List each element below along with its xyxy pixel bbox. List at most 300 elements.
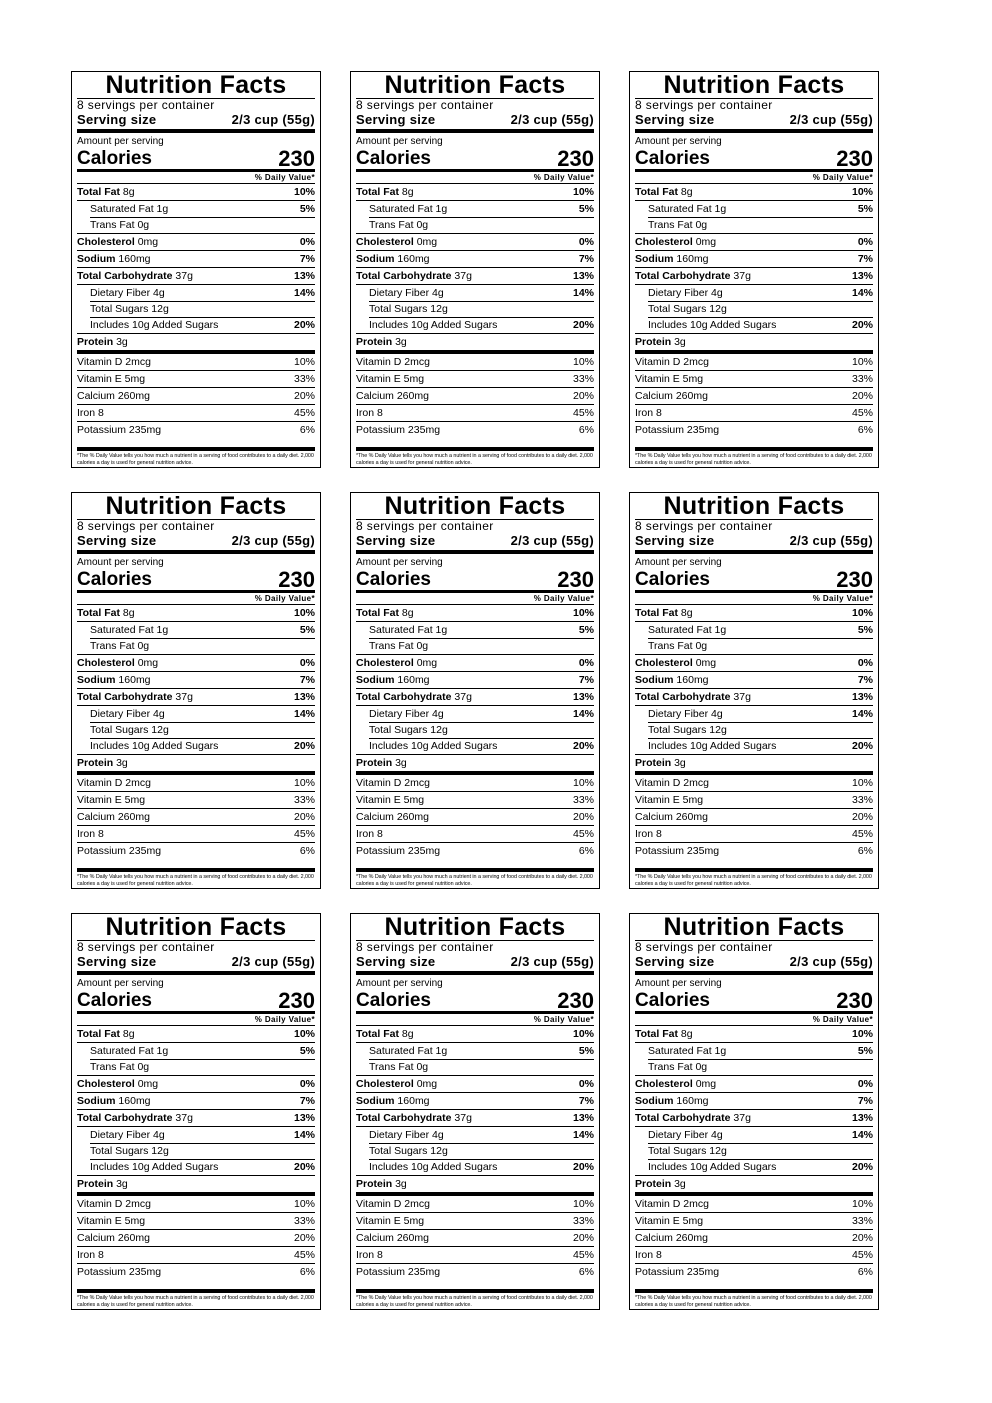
nutrient-row [356,1143,594,1159]
nutrient-amount: 8g [680,607,693,619]
nutrient-amount: 0mg [137,657,159,669]
nutrient-name [77,1076,158,1092]
vitamin-name: Vitamin D 2mcg [635,1198,709,1210]
nutrient-name [635,1110,751,1126]
vitamin-row [356,421,594,438]
vitamin-row [356,1196,594,1212]
label-title: Nutrition Facts [105,492,287,520]
calories-value: 230 [557,567,594,592]
nutrient-bold-name: Protein [635,757,672,769]
nutrient-amount: Includes 10g Added Sugars [90,319,219,331]
nutrient-name [635,605,693,621]
nutrient-name [635,1043,726,1059]
vitamin-daily-value: 10% [851,777,873,789]
nutrient-daily-value: 5% [299,203,315,215]
vitamin-row [635,842,873,859]
vitamin-daily-value: 33% [572,373,594,385]
daily-value-header: % Daily Value* [254,173,315,182]
nutrient-amount: 37g [175,270,193,282]
vitamin-name: Vitamin D 2mcg [77,356,151,368]
nutrient-name [77,285,165,301]
nutrient-daily-value: 5% [857,203,873,215]
serving-size-label: Serving size [635,954,715,969]
daily-value-header: % Daily Value* [812,1015,873,1024]
daily-value-header: % Daily Value* [533,1015,594,1024]
vitamin-name: Calcium 260mg [77,811,150,823]
nutrient-daily-value: 14% [572,287,594,299]
nutrient-row [356,722,594,738]
calories-value: 230 [278,988,315,1013]
nutrient-row [356,233,594,250]
nutrient-daily-value: 5% [857,1045,873,1057]
serving-size-label: Serving size [356,533,436,548]
nutrient-daily-value: 13% [851,1112,873,1124]
nutrient-name [77,334,128,350]
nutrient-daily-value: 5% [578,1045,594,1057]
nutrition-facts-label [71,492,321,889]
nutrient-amount: 3g [395,336,407,348]
vitamin-name: Iron 8 [635,407,662,419]
vitamin-row [77,775,315,791]
nutrient-row [77,654,315,671]
nutrient-amount: 160mg [118,1095,151,1107]
nutrient-amount: 37g [175,1112,193,1124]
nutrient-row [635,200,873,217]
vitamin-daily-value: 10% [851,356,873,368]
nutrient-daily-value: 10% [851,607,873,619]
nutrient-amount: 0mg [695,236,717,248]
serving-size-value: 2/3 cup (55g) [510,533,594,548]
nutrient-row [635,722,873,738]
calories-row [77,147,315,169]
vitamin-daily-value: 6% [578,845,594,857]
nutrient-amount: Saturated Fat 1g [369,624,448,636]
daily-value-header: % Daily Value* [254,1015,315,1024]
vitamin-list [356,1196,594,1280]
amount-per-serving: Amount per serving [356,557,443,568]
nutrient-row [77,233,315,250]
nutrient-daily-value: 7% [857,253,873,265]
nutrient-daily-value: 14% [851,287,873,299]
amount-per-serving: Amount per serving [77,978,164,989]
label-title: Nutrition Facts [663,492,845,520]
nutrient-daily-value: 20% [293,1161,315,1173]
nutrient-daily-value: 10% [851,186,873,198]
nutrient-name [635,1093,709,1109]
nutrient-name [635,184,693,200]
vitamin-daily-value: 6% [578,424,594,436]
nutrient-amount: Dietary Fiber 4g [648,1129,723,1141]
nutrient-amount: Trans Fat 0g [90,219,150,231]
daily-value-header: % Daily Value* [812,173,873,182]
vitamin-daily-value: 10% [572,1198,594,1210]
nutrient-row [635,1092,873,1109]
nutrient-daily-value: 10% [572,1028,594,1040]
nutrient-daily-value: 20% [851,740,873,752]
nutrient-row [635,333,873,350]
nutrient-bold-name: Sodium [356,253,395,265]
label-title: Nutrition Facts [663,913,845,941]
nutrient-name [77,689,193,705]
nutrient-daily-value: 0% [578,657,594,669]
calories-value: 230 [557,146,594,171]
nutrient-amount: 8g [401,607,414,619]
nutrient-daily-value: 13% [293,270,315,282]
nutrient-bold-name: Total Fat [635,607,678,619]
nutrient-amount: 8g [680,186,693,198]
nutrient-row [356,1025,594,1042]
amount-per-serving: Amount per serving [635,557,722,568]
vitamin-name: Calcium 260mg [635,1232,708,1244]
nutrient-name [356,268,472,284]
serving-size-label: Serving size [635,112,715,127]
vitamin-name: Vitamin E 5mg [356,373,425,385]
nutrient-bold-name: Total Carbohydrate [635,270,731,282]
nutrient-amount: 3g [395,1178,407,1190]
nutrient-row [77,1143,315,1159]
nutrient-daily-value: 20% [572,1161,594,1173]
nutrient-row [635,1059,873,1075]
nutrient-daily-value: 7% [578,253,594,265]
amount-per-serving: Amount per serving [356,978,443,989]
nutrient-amount: Includes 10g Added Sugars [369,740,498,752]
nutrient-row [635,1159,873,1175]
nutrient-name [77,1127,165,1143]
nutrient-row [356,705,594,722]
nutrient-bold-name: Cholesterol [77,1078,135,1090]
nutrient-bold-name: Cholesterol [635,1078,693,1090]
nutrient-amount: Dietary Fiber 4g [369,1129,444,1141]
nutrient-row [77,621,315,638]
daily-value-header: % Daily Value* [254,594,315,603]
nutrient-row [77,250,315,267]
nutrient-name [77,622,168,638]
nutrient-daily-value: 13% [572,270,594,282]
vitamin-daily-value: 45% [851,1249,873,1261]
nutrient-amount: Trans Fat 0g [648,219,708,231]
nutrient-row [77,1025,315,1042]
nutrient-name [77,201,168,217]
footnote: *The % Daily Value tells you how much a nutrient in a serving of food contributes to a daily diet. 2,000 calories a day is used for general nutrition advice. [77,453,314,466]
servings-per-container: 8 servings per container [77,940,215,954]
nutrient-name [77,251,151,267]
nutrient-name [635,1127,723,1143]
calories-value: 230 [836,567,873,592]
vitamin-row [635,1263,873,1280]
nutrient-name [77,755,128,771]
nutrient-name [356,1110,472,1126]
nutrient-row [356,250,594,267]
nutrient-name [77,234,158,250]
nutrient-row [635,638,873,654]
vitamin-row [356,404,594,421]
vitamin-daily-value: 10% [293,777,315,789]
vitamin-list [635,354,873,438]
nutrient-daily-value: 7% [578,674,594,686]
nutrient-name [77,722,169,738]
nutrient-amount: 3g [116,1178,128,1190]
nutrient-amount: 3g [116,757,128,769]
vitamin-name: Potassium 235mg [77,424,162,436]
nutrient-name [77,1110,193,1126]
nutrient-bold-name: Total Fat [356,1028,399,1040]
nutrient-row [77,217,315,233]
vitamin-name: Iron 8 [635,828,662,840]
nutrient-bold-name: Total Fat [356,607,399,619]
nutrient-row [356,1109,594,1126]
nutrient-daily-value: 0% [299,236,315,248]
vitamin-row [635,1246,873,1263]
vitamin-list [356,354,594,438]
calories-row [77,568,315,590]
footnote: *The % Daily Value tells you how much a nutrient in a serving of food contributes to a daily diet. 2,000 calories a day is used for general nutrition advice. [635,874,872,887]
amount-per-serving: Amount per serving [77,136,164,147]
nutrient-name [356,1043,447,1059]
nutrient-amount: Saturated Fat 1g [648,624,727,636]
nutrient-row [77,604,315,621]
nutrient-row [635,604,873,621]
nutrient-row [77,1109,315,1126]
vitamin-row [77,370,315,387]
nutrient-name [356,638,428,654]
nutrient-name [356,334,407,350]
vitamin-name: Potassium 235mg [635,424,720,436]
nutrient-name [356,317,497,333]
nutrient-amount: Saturated Fat 1g [369,203,448,215]
nutrient-daily-value: 5% [299,1045,315,1057]
footnote: *The % Daily Value tells you how much a nutrient in a serving of food contributes to a daily diet. 2,000 calories a day is used for general nutrition advice. [356,874,593,887]
vitamin-daily-value: 10% [572,356,594,368]
nutrient-daily-value: 10% [572,186,594,198]
nutrient-row [635,738,873,754]
serving-size-value: 2/3 cup (55g) [231,533,315,548]
nutrient-name [356,1127,444,1143]
nutrient-amount: 3g [395,757,407,769]
servings-per-container: 8 servings per container [635,519,773,533]
vitamin-name: Iron 8 [77,407,104,419]
footnote: *The % Daily Value tells you how much a nutrient in a serving of food contributes to a daily diet. 2,000 calories a day is used for general nutrition advice. [77,1295,314,1308]
nutrition-facts-label [629,492,879,889]
nutrient-name [77,268,193,284]
nutrient-row [356,1159,594,1175]
vitamin-row [77,791,315,808]
nutrient-row [635,671,873,688]
vitamin-list [635,775,873,859]
nutrient-name [356,184,414,200]
vitamin-row [635,421,873,438]
nutrient-bold-name: Total Fat [77,186,120,198]
calories-row [77,989,315,1011]
vitamin-row [356,1263,594,1280]
serving-size [77,954,315,971]
nutrient-amount: Dietary Fiber 4g [369,708,444,720]
nutrient-name [356,722,448,738]
nutrient-row [356,738,594,754]
serving-size [356,112,594,129]
nutrient-daily-value: 13% [851,270,873,282]
vitamin-daily-value: 20% [572,390,594,402]
nutrient-amount: 8g [401,1028,414,1040]
nutrient-daily-value: 5% [857,624,873,636]
nutrient-name [635,251,709,267]
nutrient-bold-name: Cholesterol [77,657,135,669]
nutrient-bold-name: Protein [356,1178,393,1190]
nutrient-row [635,301,873,317]
nutrition-facts-label [350,71,600,468]
vitamin-name: Vitamin E 5mg [356,1215,425,1227]
vitamin-daily-value: 33% [851,1215,873,1227]
nutrient-daily-value: 0% [299,657,315,669]
vitamin-name: Potassium 235mg [356,845,441,857]
vitamin-daily-value: 33% [293,373,315,385]
nutrient-row [635,705,873,722]
nutrient-amount: Includes 10g Added Sugars [369,319,498,331]
nutrient-amount: Trans Fat 0g [90,640,150,652]
vitamin-daily-value: 33% [572,1215,594,1227]
nutrient-amount: Saturated Fat 1g [90,624,169,636]
nutrient-name [77,317,218,333]
nutrient-name [635,672,709,688]
nutrition-facts-label [629,71,879,468]
calories-label: Calories [356,569,431,590]
nutrient-bold-name: Cholesterol [635,236,693,248]
nutrient-amount: Includes 10g Added Sugars [648,319,777,331]
nutrient-name [77,1159,218,1175]
vitamin-daily-value: 10% [293,356,315,368]
nutrient-row [635,654,873,671]
serving-size [77,112,315,129]
nutrient-row [356,317,594,333]
calories-label: Calories [77,569,152,590]
vitamin-daily-value: 20% [293,1232,315,1244]
vitamin-daily-value: 6% [857,1266,873,1278]
serving-size-label: Serving size [77,533,157,548]
nutrient-amount: 8g [680,1028,693,1040]
daily-value-header: % Daily Value* [812,594,873,603]
nutrient-row [635,754,873,771]
footnote: *The % Daily Value tells you how much a nutrient in a serving of food contributes to a daily diet. 2,000 calories a day is used for general nutrition advice. [356,1295,593,1308]
nutrient-bold-name: Sodium [635,1095,674,1107]
vitamin-daily-value: 45% [851,407,873,419]
nutrient-row [77,317,315,333]
calories-value: 230 [836,146,873,171]
nutrient-row [77,738,315,754]
servings-per-container: 8 servings per container [356,519,494,533]
nutrient-amount: Dietary Fiber 4g [90,1129,165,1141]
nutrient-row [635,1126,873,1143]
vitamin-name: Vitamin E 5mg [635,794,704,806]
nutrient-daily-value: 14% [572,1129,594,1141]
nutrient-daily-value: 7% [299,253,315,265]
nutrient-name [356,605,414,621]
nutrient-row [77,722,315,738]
vitamin-row [77,1212,315,1229]
nutrient-name [635,317,776,333]
daily-value-header: % Daily Value* [533,173,594,182]
daily-value-header: % Daily Value* [533,594,594,603]
nutrient-bold-name: Sodium [356,674,395,686]
vitamin-name: Vitamin E 5mg [77,373,146,385]
vitamin-name: Calcium 260mg [77,390,150,402]
vitamin-name: Vitamin D 2mcg [635,777,709,789]
nutrient-name [356,285,444,301]
nutrient-name [635,268,751,284]
nutrient-name [77,184,135,200]
vitamin-name: Vitamin D 2mcg [635,356,709,368]
vitamin-daily-value: 10% [572,777,594,789]
nutrient-amount: Total Sugars 12g [90,1145,169,1157]
nutrient-name [77,655,158,671]
nutrient-amount: 160mg [397,1095,430,1107]
nutrient-amount: 0mg [416,236,438,248]
vitamin-row [635,1196,873,1212]
nutrient-bold-name: Protein [635,336,672,348]
nutrient-name [635,301,727,317]
nutrient-row [77,183,315,200]
serving-size-value: 2/3 cup (55g) [231,112,315,127]
serving-size-label: Serving size [77,954,157,969]
vitamin-name: Vitamin E 5mg [77,794,146,806]
nutrient-bold-name: Total Fat [356,186,399,198]
nutrient-amount: 0mg [416,657,438,669]
serving-size-label: Serving size [356,112,436,127]
vitamin-daily-value: 20% [851,390,873,402]
vitamin-name: Potassium 235mg [635,1266,720,1278]
nutrient-amount: 160mg [118,674,151,686]
vitamin-daily-value: 45% [293,828,315,840]
nutrient-daily-value: 13% [293,691,315,703]
vitamin-daily-value: 33% [851,373,873,385]
calories-label: Calories [635,569,710,590]
vitamin-row [356,791,594,808]
vitamin-name: Vitamin E 5mg [356,794,425,806]
vitamin-daily-value: 20% [851,1232,873,1244]
vitamin-row [635,808,873,825]
nutrient-bold-name: Protein [356,336,393,348]
nutrient-name [635,706,723,722]
nutrient-bold-name: Total Carbohydrate [77,691,173,703]
vitamin-row [77,825,315,842]
nutrient-amount: Trans Fat 0g [369,1061,429,1073]
nutrient-amount: 3g [674,336,686,348]
vitamin-daily-value: 20% [851,811,873,823]
vitamin-name: Iron 8 [356,828,383,840]
vitamin-row [635,1212,873,1229]
servings-per-container: 8 servings per container [635,98,773,112]
nutrient-daily-value: 20% [293,740,315,752]
nutrient-bold-name: Sodium [77,674,116,686]
nutrient-amount: 37g [454,691,472,703]
footnote: *The % Daily Value tells you how much a nutrient in a serving of food contributes to a daily diet. 2,000 calories a day is used for general nutrition advice. [77,874,314,887]
serving-size-value: 2/3 cup (55g) [789,954,873,969]
nutrient-amount: 3g [674,1178,686,1190]
nutrition-facts-label [71,71,321,468]
nutrient-amount: 8g [122,186,135,198]
vitamin-name: Vitamin D 2mcg [77,1198,151,1210]
nutrient-amount: 160mg [397,253,430,265]
vitamin-row [356,842,594,859]
nutrient-amount: Trans Fat 0g [369,640,429,652]
vitamin-name: Iron 8 [635,1249,662,1261]
nutrient-amount: Dietary Fiber 4g [648,287,723,299]
nutrient-amount: 37g [733,270,751,282]
serving-size-value: 2/3 cup (55g) [510,112,594,127]
vitamin-daily-value: 20% [293,390,315,402]
nutrient-amount: Trans Fat 0g [369,219,429,231]
nutrient-amount: 8g [122,1028,135,1040]
nutrient-bold-name: Total Carbohydrate [635,691,731,703]
nutrient-amount: 8g [401,186,414,198]
